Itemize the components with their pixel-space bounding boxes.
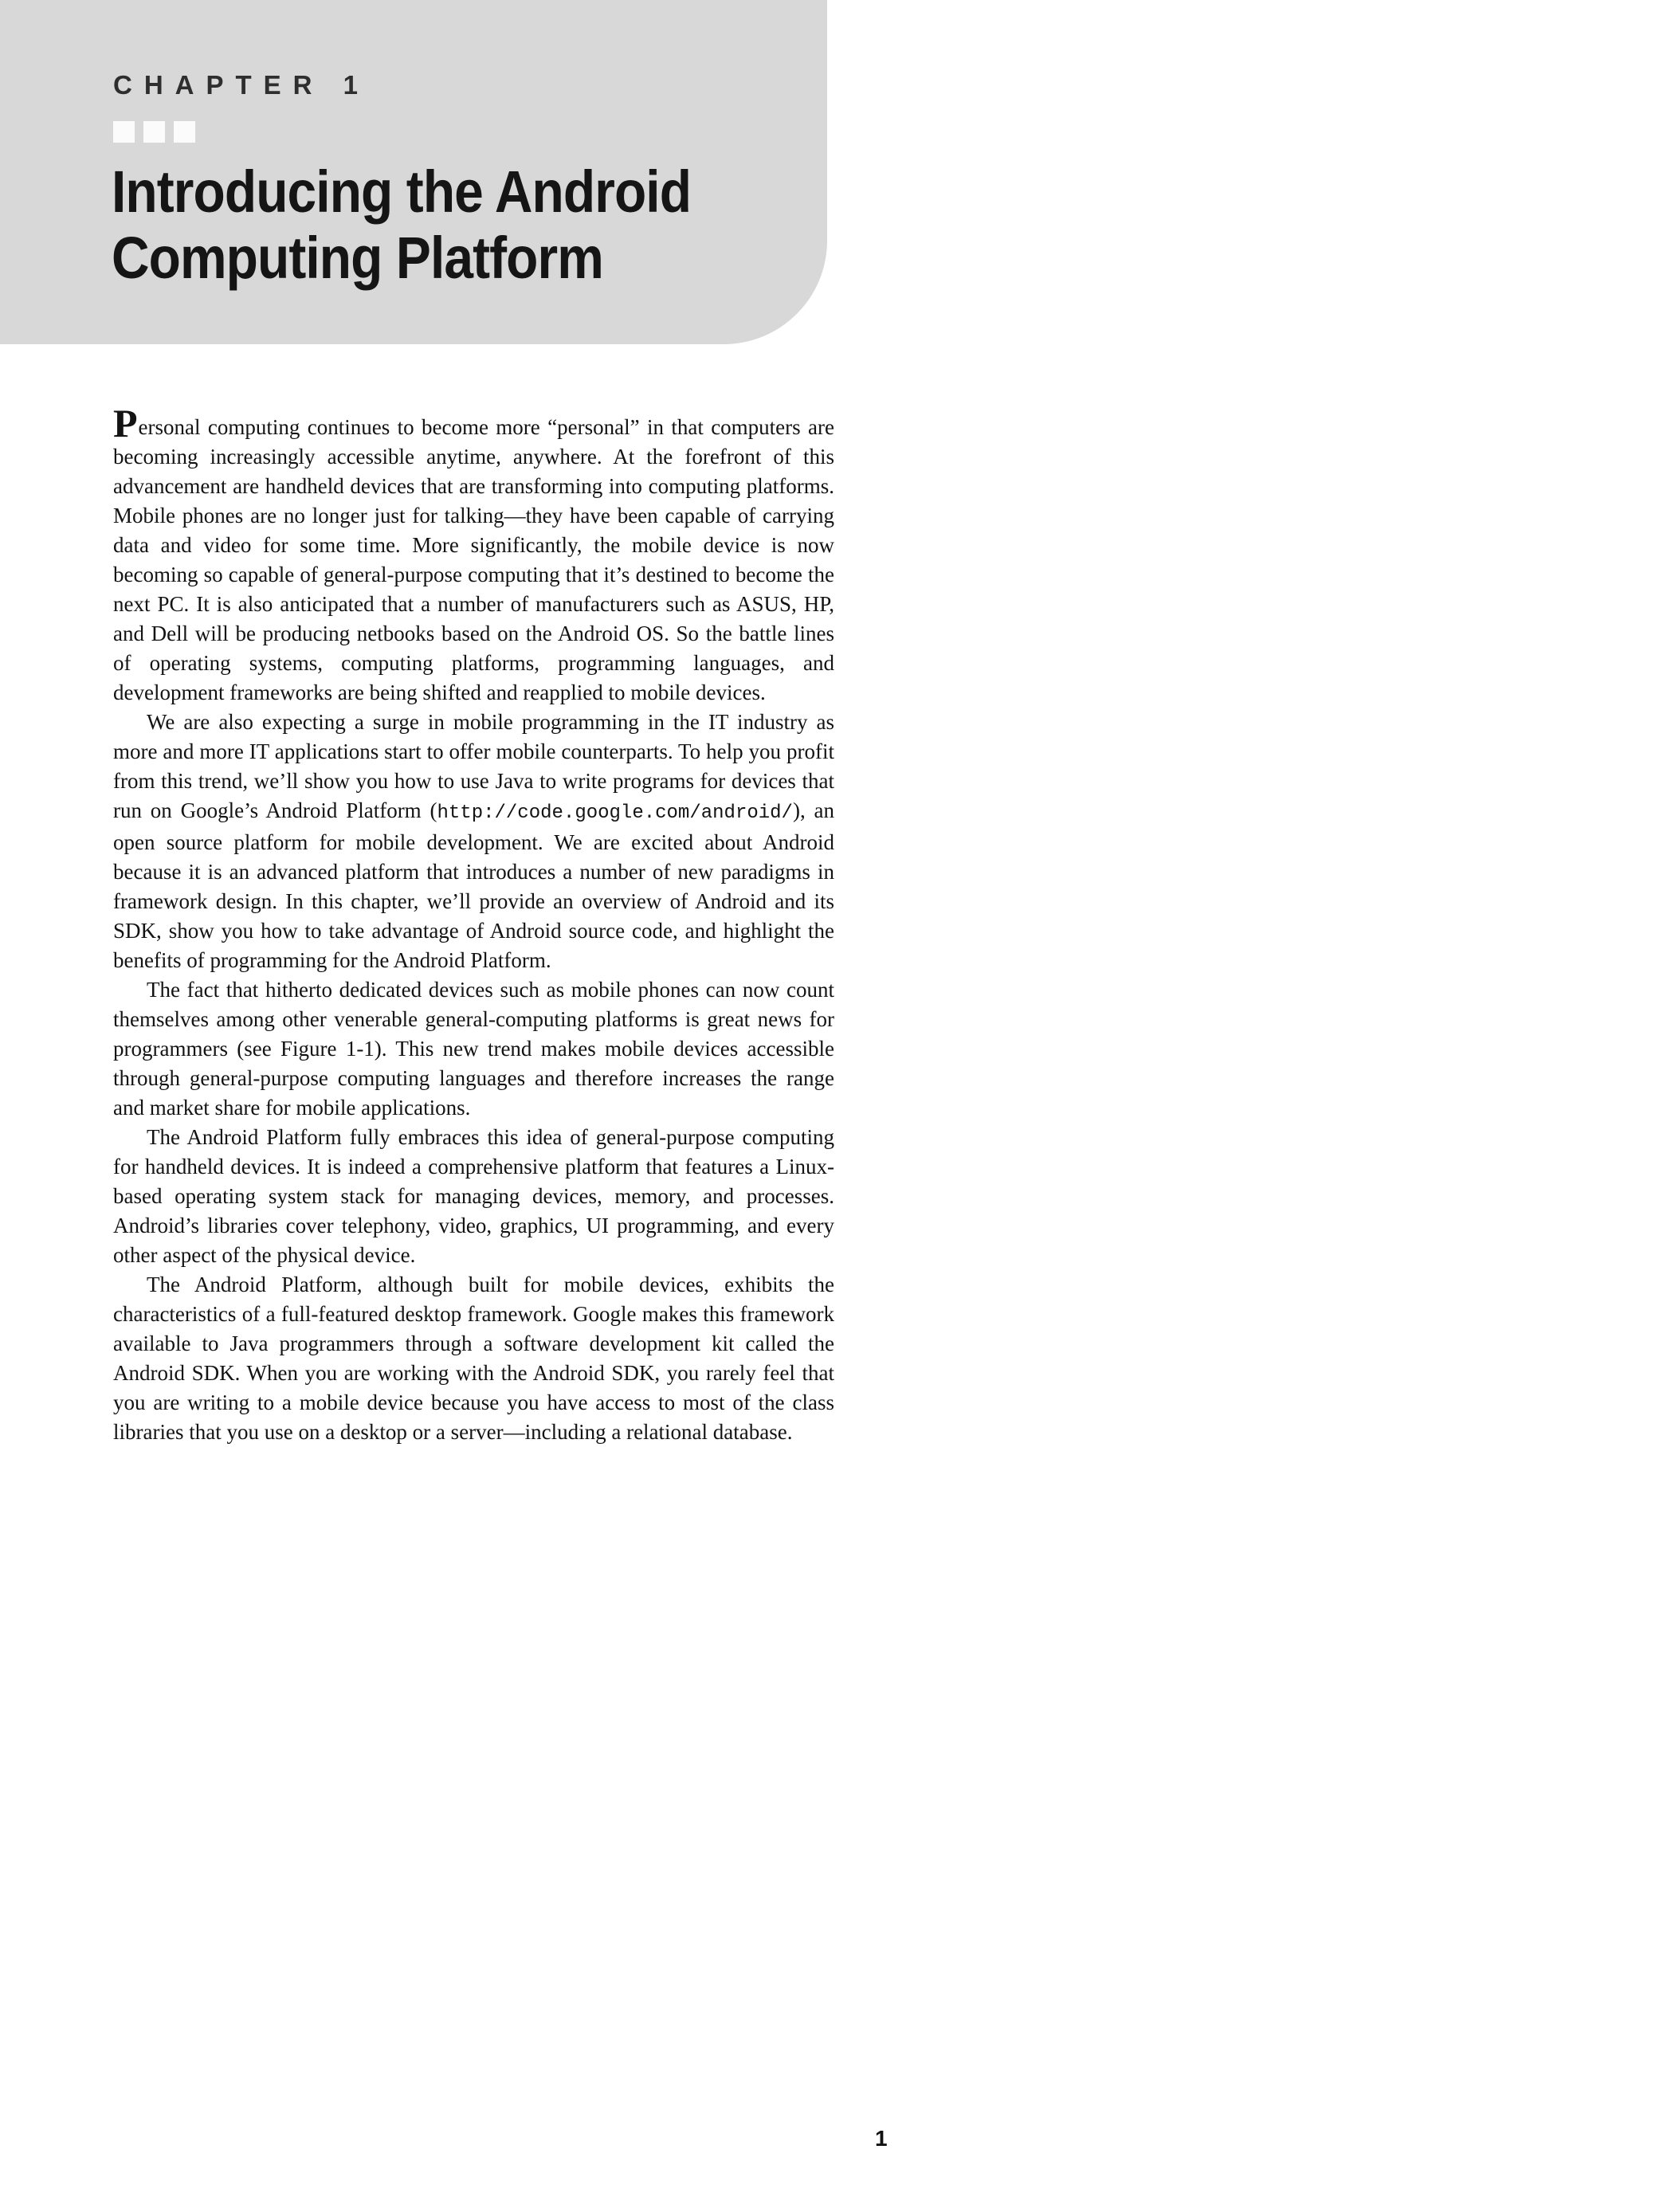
ornament-square (113, 121, 135, 143)
paragraph-2-text-before-url: We are also expecting a surge in mobile programming in the IT industry as more and more IT applications start to offer mobile counterparts. To help you profit from this trend, we’ll show you how to use Java to write programs for devices that run on Google’s Android Platform ( (113, 710, 834, 822)
inline-url: http://code.google.com/android/ (437, 802, 793, 824)
chapter-banner (0, 0, 827, 344)
drop-cap-initial: P (113, 401, 139, 445)
chapter-title-line-1: Introducing the Android (112, 159, 692, 225)
paragraph-2 (113, 708, 834, 975)
chapter-label: CHAPTER 1 (113, 70, 371, 100)
page-number: 1 (875, 2126, 888, 2151)
paragraph-1 (113, 401, 834, 708)
paragraph-2-text-after-url: ), an open source platform for mobile development. We are excited about Android because it is an advanced platform that introduces a number of new paradigms in framework design. In this chapter, we’ll provide an overview of Android and its SDK, show you how to take advantage of Android source code, and highlight the benefits of programming for the Android Platform. (113, 798, 834, 972)
ornament-square (143, 121, 165, 143)
paragraph-1-text: ersonal computing continues to become more “personal” in that computers are becoming increasingly accessible anytime, anywhere. At the forefront of this advancement are handheld devices that are transforming into computing platforms. Mobile phones are no longer just for talking—they have been capable of carrying data and video for some time. More significantly, the mobile device is now becoming so capable of general-purpose computing that it’s destined to become the next PC. It is also anticipated that a number of manufacturers such as ASUS, HP, and Dell will be producing netbooks based on the Android OS. So the battle lines of operating systems, computing platforms, programming languages, and development frameworks are being shifted and reapplied to mobile devices. (113, 415, 834, 704)
paragraph-4: The Android Platform fully embraces this idea of general-purpose computing for handheld devices. It is indeed a comprehensive platform that features a Linux-based operating system stack for managing devices, memory, and processes. Android’s libraries cover telephony, video, graphics, UI programming, and every other aspect of the physical device. (113, 1125, 834, 1267)
paragraph-5: The Android Platform, although built for mobile devices, exhibits the characteristics of a full-featured desktop framework. Google makes this framework available to Java programmers through a software development kit called the Android SDK. When you are working with the Android SDK, you rarely feel that you are writing to a mobile device because you have access to most of the class libraries that you use on a desktop or a server—including a relational database. (113, 1273, 834, 1444)
paragraph-3: The fact that hitherto dedicated devices such as mobile phones can now count themselves among other venerable general-computing platforms is great news for programmers (see Figure 1-1). This new trend makes mobile devices accessible through general-purpose computing languages and therefore increases the range and market share for mobile applications. (113, 978, 834, 1120)
chapter-body (113, 401, 834, 1447)
chapter-ornament-squares (113, 121, 195, 143)
ornament-square (174, 121, 195, 143)
chapter-title (112, 159, 691, 292)
chapter-title-line-2: Computing Platform (112, 224, 603, 291)
